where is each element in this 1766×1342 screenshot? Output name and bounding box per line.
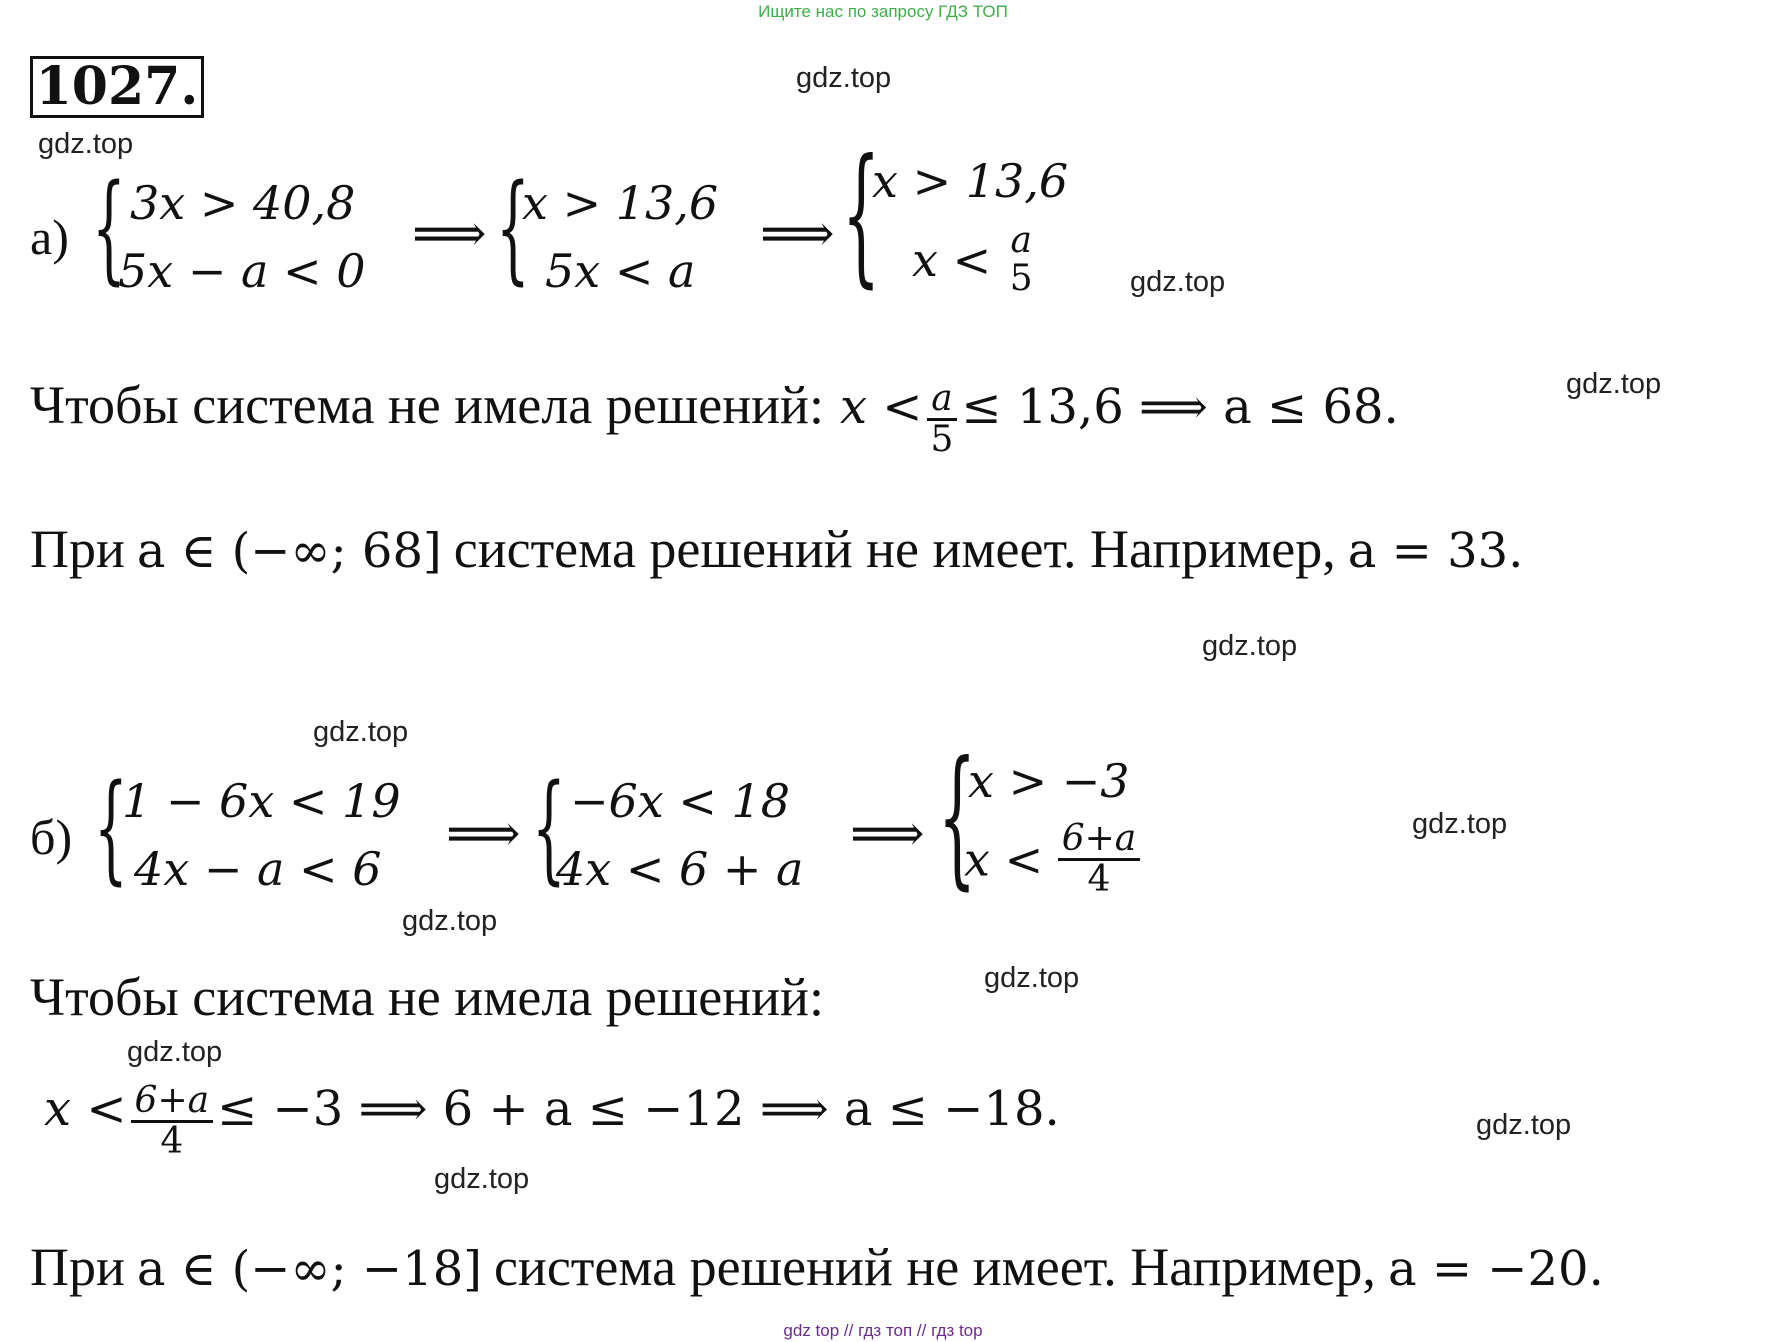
part-b-sys1-line2: 4x − a < 6 xyxy=(134,842,382,896)
part-b-condition xyxy=(44,1082,1060,1161)
fraction-numerator: a xyxy=(1010,220,1032,261)
part-a-sys3-line1: x > 13,6 xyxy=(872,154,1069,208)
part-a-sys1-line1: 3x > 40,8 xyxy=(130,176,356,230)
answer-prefix: При xyxy=(30,519,125,579)
condition-fraction xyxy=(131,1082,214,1161)
part-b-sys2-line1: −6x < 18 xyxy=(570,774,791,828)
fraction-numerator: a xyxy=(931,378,953,420)
part-b-sys3-lhs: x < xyxy=(964,832,1044,887)
implies-arrow: ⟹ xyxy=(446,804,521,864)
fraction-numerator: 6+a xyxy=(1061,818,1137,859)
condition-text: Чтобы система не имела решений: xyxy=(30,375,824,435)
answer-text: система решений не имеет. Например, xyxy=(493,1237,1376,1297)
watermark: gdz.top xyxy=(1202,630,1298,662)
answer-example: a = 33. xyxy=(1347,523,1524,579)
fraction-numerator: 6+a xyxy=(134,1080,210,1121)
fraction-denominator: 4 xyxy=(1058,858,1141,899)
part-b-sys2-line2: 4x < 6 + a xyxy=(556,842,804,896)
fraction xyxy=(1058,820,1141,899)
watermark: gdz.top xyxy=(434,1163,530,1195)
watermark: gdz.top xyxy=(38,128,134,160)
condition-fraction xyxy=(927,380,958,459)
implies-arrow: ⟹ xyxy=(412,204,487,264)
answer-text: система решений не имеет. Например, xyxy=(453,519,1336,579)
watermark: gdz.top xyxy=(402,905,498,937)
part-a-sys3-lhs: x < xyxy=(912,232,992,287)
watermark: gdz.top xyxy=(1412,808,1508,840)
part-b-condition-text: Чтобы система не имела решений: xyxy=(30,967,824,1027)
part-b-sys3-line1: x > −3 xyxy=(968,754,1130,808)
condition-lhs: x < xyxy=(44,1080,127,1137)
part-a-sys2-line1: x > 13,6 xyxy=(522,176,719,230)
part-a-sys3-line2 xyxy=(912,222,1037,298)
header-note: Ищите нас по запросу ГДЗ ТОП xyxy=(758,2,1008,21)
part-a-sys1-line2: 5x − a < 0 xyxy=(118,244,366,298)
system-brace: { xyxy=(496,158,530,296)
fraction-denominator: 5 xyxy=(927,418,958,459)
watermark: gdz.top xyxy=(796,62,892,94)
system-brace: { xyxy=(94,758,128,896)
system-brace: { xyxy=(532,758,566,896)
system-brace: { xyxy=(938,730,977,904)
part-a-condition xyxy=(30,375,1399,460)
watermark: gdz.top xyxy=(1476,1109,1572,1141)
watermark: gdz.top xyxy=(1566,368,1662,400)
part-a-answer xyxy=(30,519,1524,579)
system-brace: { xyxy=(92,158,126,296)
answer-prefix: При xyxy=(30,1237,125,1297)
condition-rhs: ≤ 13,6 ⟹ a ≤ 68. xyxy=(961,379,1399,435)
fraction xyxy=(1006,222,1037,298)
part-b-label: б) xyxy=(30,809,73,865)
answer-math: a ∈ (−∞; 68] xyxy=(136,523,442,579)
part-a-sys2-line2: 5x < a xyxy=(545,244,696,298)
watermark: gdz.top xyxy=(313,716,409,748)
condition-lhs: x < xyxy=(839,379,923,435)
implies-arrow: ⟹ xyxy=(760,204,835,264)
system-brace: { xyxy=(842,128,881,302)
part-a-label: а) xyxy=(30,209,69,265)
fraction-denominator: 5 xyxy=(1009,257,1033,299)
answer-example: a = −20. xyxy=(1387,1241,1604,1297)
condition-rhs: ≤ −3 ⟹ 6 + a ≤ −12 ⟹ a ≤ −18. xyxy=(217,1080,1060,1137)
problem-number: 1027. xyxy=(30,56,204,118)
part-b-sys3-line2 xyxy=(964,820,1140,899)
answer-math: a ∈ (−∞; −18] xyxy=(136,1241,482,1297)
watermark: gdz.top xyxy=(1130,266,1226,298)
fraction-denominator: 4 xyxy=(131,1120,214,1161)
implies-arrow: ⟹ xyxy=(850,804,925,864)
part-b-answer xyxy=(30,1237,1604,1297)
footer-links[interactable]: gdz top // гдз топ // гдз top xyxy=(783,1321,983,1340)
part-b-sys1-line1: 1 − 6x < 19 xyxy=(122,774,401,828)
watermark: gdz.top xyxy=(127,1036,223,1068)
watermark: gdz.top xyxy=(984,962,1080,994)
